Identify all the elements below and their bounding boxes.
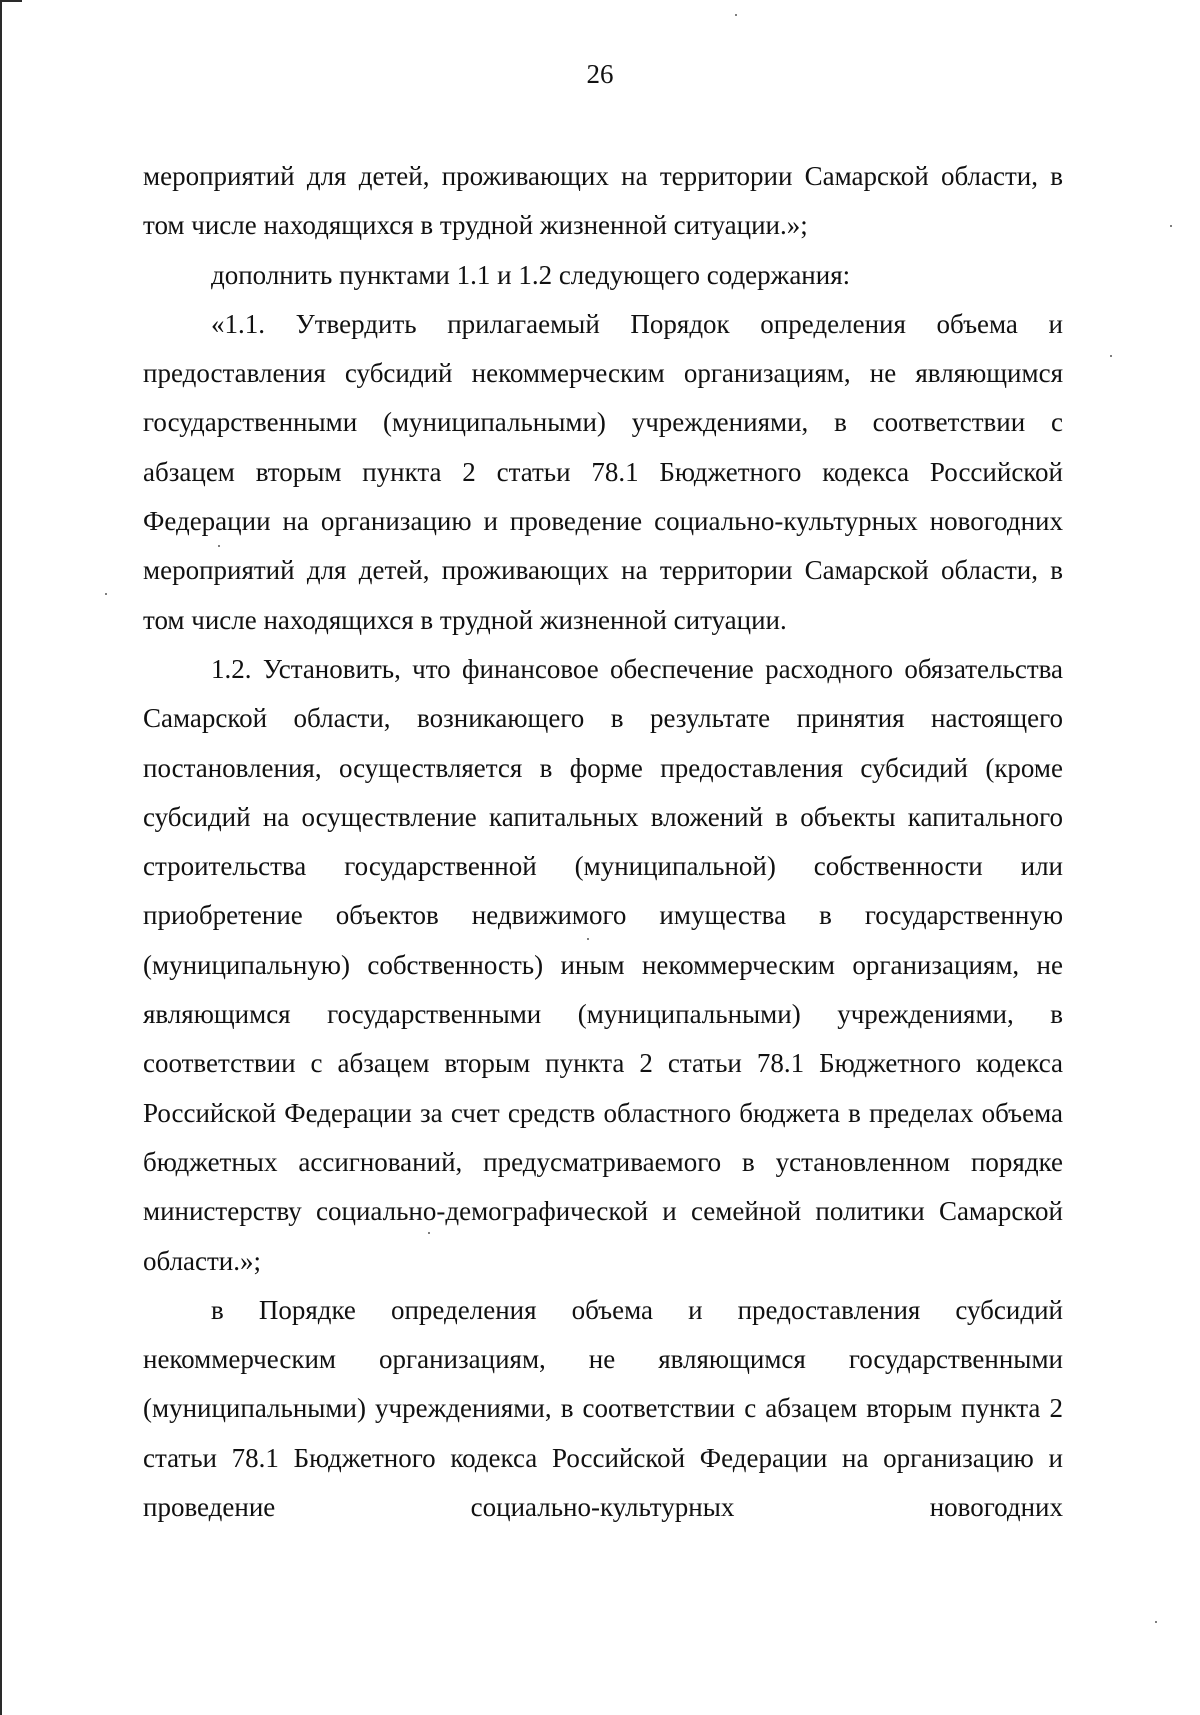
paragraph-item-1-2: 1.2. Установить, что финансовое обеспечение расходного обязательства Самарской области, возникающего в результате принятия настоящего постановления, осуществляется в форме предоставления субсидий (кроме субсидий на осуществление капитальных вложений в объекты капитального строительства государственной (муниципальной) собственности или приобретение объектов недвижимого имущества в государственную (муниципальную) собственность) иным некоммерческим организациям, не являющимся государственными (муниципальными) учреждениями, в соответствии с абзацем вторым пункта 2 статьи 78.1 Бюджетного кодекса Российской Федерации за счет средств областного бюджета в пределах объема бюджетных ассигнований, предусматриваемого в установленном порядке министерству социально-демографической и семейной политики Самарской области.»; (143, 653, 1063, 1276)
scan-speck (735, 14, 737, 16)
scan-speck (1110, 355, 1112, 357)
scan-speck (1155, 1621, 1157, 1623)
paragraph-item-1-1: «1.1. Утвердить прилагаемый Порядок определения объема и предоставления субсидий некоммерческим организациям, не являющимся государственными (муниципальными) учреждениями, в соответствии с абзацем вторым пункта 2 статьи 78.1 Бюджетного кодекса Российской Федерации на организацию и проведение социально-культурных новогодних мероприятий для детей, проживающих на территории Самарской области, в том числе находящихся в трудной жизненной ситуации. (143, 308, 1063, 635)
scan-speck (105, 593, 107, 595)
scan-speck (1170, 225, 1172, 227)
paragraph-amendment-intro: дополнить пунктами 1.1 и 1.2 следующего содержания: (211, 259, 851, 290)
scan-edge-left (0, 0, 2, 1715)
page-number: 26 (586, 59, 614, 89)
scan-edge-top (0, 0, 22, 2)
document-body (143, 152, 1063, 1532)
paragraph-continuation: мероприятий для детей, проживающих на территории Самарской области, в том числе находящихся в трудной жизненной ситуации.»; (143, 161, 1063, 241)
paragraph-procedure-amendment: в Порядке определения объема и предоставления субсидий некоммерческим организациям, не являющимся государственными (муниципальными) учреждениями, в соответствии с абзацем вторым пункта 2 статьи 78.1 Бюджетного кодекса Российской Федерации на организацию и проведение социально-культурных новогодних (143, 1294, 1063, 1523)
